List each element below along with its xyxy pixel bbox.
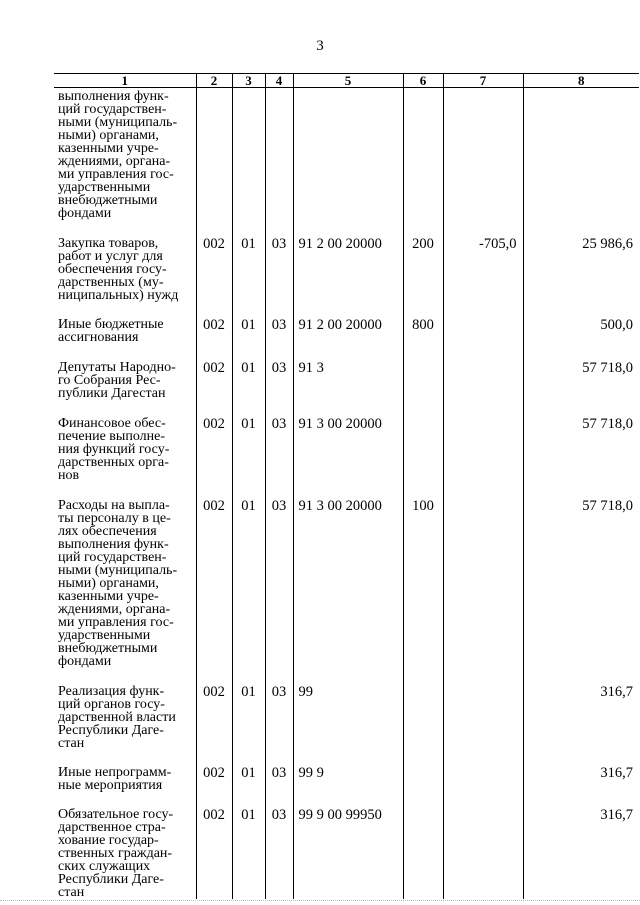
column-header: 7: [443, 74, 523, 88]
admin-code-cell: [196, 88, 232, 229]
expense-type-cell: [403, 408, 443, 490]
change-amount-cell: [443, 408, 523, 490]
section-code-cell: 01: [232, 310, 265, 352]
row-name-cell: Реализация функ- ций органов госу- дарственной власти Республики Даге- стан: [58, 684, 176, 751]
admin-code-cell: 002: [196, 490, 232, 676]
expense-type-cell: [403, 800, 443, 899]
total-amount-cell: 500,0: [523, 310, 639, 352]
change-amount-cell: [443, 676, 523, 758]
subsection-code-cell: 03: [265, 310, 293, 352]
admin-code-cell: 002: [196, 408, 232, 490]
column-header: 6: [403, 74, 443, 88]
subsection-code-cell: 03: [265, 800, 293, 899]
total-amount-cell: 57 718,0: [523, 490, 639, 676]
row-name-cell: Расходы на выпла- ты персоналу в це- лях обеспечения выполнения функ- ций государствен- ными (муниципаль- ными) органами, казенными учре- ждениями, органа- ми управления гос- ударственными внебюджетными фондами: [58, 498, 178, 669]
total-amount-cell: 316,7: [523, 676, 639, 758]
expense-type-cell: [403, 352, 443, 408]
row-name-cell: Депутаты Народно- го Собрания Рес- публики Дагестан: [58, 360, 176, 401]
section-code-cell: 01: [232, 408, 265, 490]
change-amount-cell: [443, 88, 523, 229]
table-row: [54, 676, 639, 758]
total-amount-cell: 316,7: [523, 758, 639, 800]
subsection-code-cell: 03: [265, 352, 293, 408]
row-name-cell: Иные непрограмм- ные мероприятия: [58, 765, 172, 793]
subsection-code-cell: 03: [265, 228, 293, 310]
admin-code-cell: 002: [196, 310, 232, 352]
total-amount-cell: 25 986,6: [523, 228, 639, 310]
column-header: 5: [293, 74, 403, 88]
column-header: 8: [523, 74, 639, 88]
table-row: [54, 490, 639, 676]
target-article-cell: 91 3: [293, 352, 403, 408]
target-article-cell: 91 2 00 20000: [293, 310, 403, 352]
page-bottom-edge: [0, 900, 640, 902]
expense-type-cell: 200: [403, 228, 443, 310]
table-row: [54, 352, 639, 408]
subsection-code-cell: 03: [265, 758, 293, 800]
change-amount-cell: [443, 352, 523, 408]
admin-code-cell: 002: [196, 228, 232, 310]
change-amount-cell: [443, 490, 523, 676]
subsection-code-cell: [265, 88, 293, 229]
expense-type-cell: [403, 758, 443, 800]
change-amount-cell: -705,0: [443, 228, 523, 310]
table-row: [54, 88, 639, 229]
table-row: [54, 310, 639, 352]
section-code-cell: 01: [232, 758, 265, 800]
change-amount-cell: [443, 800, 523, 899]
target-article-cell: 99 9 00 99950: [293, 800, 403, 899]
total-amount-cell: 57 718,0: [523, 352, 639, 408]
table-row: [54, 408, 639, 490]
target-article-cell: 91 3 00 20000: [293, 408, 403, 490]
admin-code-cell: 002: [196, 676, 232, 758]
section-code-cell: 01: [232, 676, 265, 758]
expense-type-cell: 100: [403, 490, 443, 676]
section-code-cell: 01: [232, 800, 265, 899]
column-header: 3: [232, 74, 265, 88]
column-header: 2: [196, 74, 232, 88]
subsection-code-cell: 03: [265, 490, 293, 676]
subsection-code-cell: 03: [265, 408, 293, 490]
expense-type-cell: [403, 676, 443, 758]
column-header: 1: [54, 74, 196, 88]
row-name-cell: Финансовое обес- печение выполне- ния функций госу- дарственных орга- нов: [58, 416, 170, 483]
table-body: [54, 88, 639, 900]
target-article-cell: 91 2 00 20000: [293, 228, 403, 310]
admin-code-cell: 002: [196, 758, 232, 800]
row-name-cell: Закупка товаров, работ и услуг для обеспечения госу- дарственных (му- ниципальных) нужд: [58, 236, 179, 303]
section-code-cell: 01: [232, 352, 265, 408]
row-name-cell: выполнения функ- ций государствен- ными (муниципаль- ными) органами, казенными учре- ждениями, органа- ми управления гос- ударственными внебюджетными фондами: [58, 89, 178, 221]
table-row: [54, 758, 639, 800]
column-header: 4: [265, 74, 293, 88]
table-row: [54, 228, 639, 310]
row-name-cell: Обязательное госу- дарственное стра- хование государ- ственных граждан- ских служащих Республики Даге- стан: [58, 807, 174, 900]
total-amount-cell: 57 718,0: [523, 408, 639, 490]
page-number: 3: [316, 38, 324, 54]
admin-code-cell: 002: [196, 352, 232, 408]
section-code-cell: [232, 88, 265, 229]
budget-table: [54, 73, 639, 899]
row-name-cell: Иные бюджетные ассигнования: [58, 317, 164, 345]
section-code-cell: 01: [232, 228, 265, 310]
subsection-code-cell: 03: [265, 676, 293, 758]
target-article-cell: 91 3 00 20000: [293, 490, 403, 676]
change-amount-cell: [443, 310, 523, 352]
expense-type-cell: 800: [403, 310, 443, 352]
target-article-cell: 99: [293, 676, 403, 758]
section-code-cell: 01: [232, 490, 265, 676]
table-row: [54, 800, 639, 899]
target-article-cell: 99 9: [293, 758, 403, 800]
total-amount-cell: 316,7: [523, 800, 639, 899]
target-article-cell: [293, 88, 403, 229]
header-row: [54, 74, 639, 88]
change-amount-cell: [443, 758, 523, 800]
total-amount-cell: [523, 88, 639, 229]
admin-code-cell: 002: [196, 800, 232, 899]
expense-type-cell: [403, 88, 443, 229]
